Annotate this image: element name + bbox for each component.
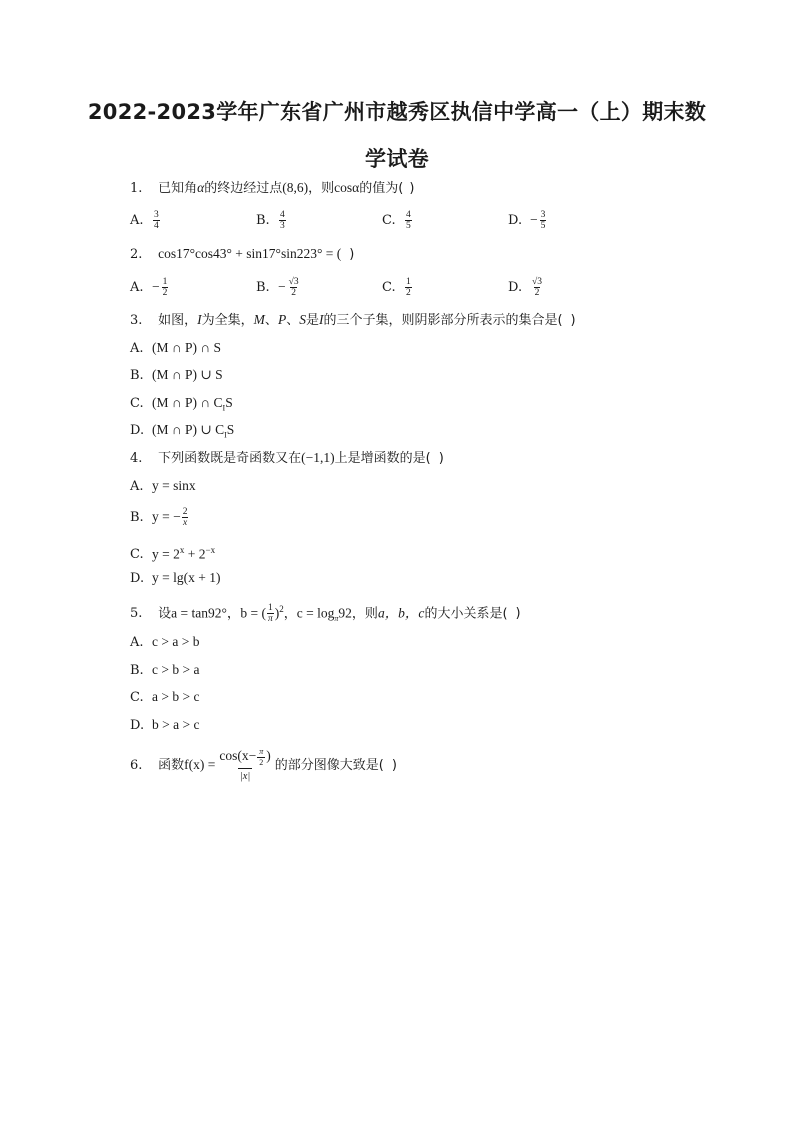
fraction	[182, 507, 189, 528]
denominator: 2	[259, 758, 264, 767]
option-b[interactable]	[256, 210, 287, 231]
option-text: y = sinx	[152, 478, 196, 493]
option-text: S	[225, 395, 233, 410]
separator: ，	[283, 606, 297, 622]
a-definition: a = tan92°，	[171, 605, 241, 621]
complement-subscript: I	[222, 403, 226, 413]
question-text: 已知角	[158, 181, 198, 196]
fraction	[279, 210, 286, 231]
option-label: A.	[130, 213, 144, 228]
option-label: B.	[130, 663, 144, 678]
denominator: 2	[406, 288, 411, 298]
option-label: C.	[382, 213, 396, 228]
question-2	[130, 244, 354, 265]
fraction	[162, 277, 169, 298]
option-c[interactable]	[130, 687, 199, 708]
option-label: D.	[508, 280, 523, 295]
complement-subscript: I	[224, 430, 227, 440]
question-text: 如图，	[158, 313, 198, 328]
numerator: √3	[288, 277, 299, 287]
log-base: π	[334, 613, 339, 623]
denominator: 4	[154, 221, 159, 231]
cos-expression: )	[266, 747, 271, 763]
option-text: + 2	[184, 546, 206, 562]
option-c[interactable]	[382, 277, 413, 298]
cos-expression: cosα	[334, 180, 360, 195]
answer-blank-close: )	[515, 606, 521, 622]
option-text: (M ∩ P) ∪ S	[152, 367, 223, 382]
option-a[interactable]	[130, 277, 169, 298]
option-text: y = 2	[152, 546, 180, 562]
option-label: D.	[508, 213, 523, 228]
question-number: 4.	[130, 451, 143, 466]
trig-expression: cos17°cos43° + sin17°sin223° = (	[158, 246, 342, 261]
interval: (−1,1)	[301, 450, 335, 465]
option-d[interactable]	[130, 568, 220, 589]
answer-blank-close: )	[438, 451, 444, 466]
exponent: x	[179, 545, 185, 555]
question-3	[130, 310, 576, 331]
option-label: D.	[130, 718, 145, 733]
answer-blank-close: )	[409, 181, 415, 196]
option-c[interactable]	[130, 393, 233, 419]
numerator: 4	[280, 210, 285, 220]
option-a[interactable]	[130, 632, 199, 653]
option-b[interactable]	[130, 507, 189, 528]
separator: 、	[264, 313, 278, 328]
option-label: D.	[130, 423, 145, 438]
option-label: A.	[130, 479, 144, 494]
denominator: 2	[291, 288, 296, 298]
question-text: 的终边经过点	[204, 181, 283, 196]
question-text: 的大小关系是(	[424, 606, 508, 622]
numerator	[217, 748, 272, 768]
option-label: A.	[130, 280, 144, 295]
question-number: 3.	[130, 313, 143, 328]
answer-blank-close: )	[349, 247, 355, 262]
question-1	[130, 178, 414, 199]
exam-title-line-1: 2022-2023学年广东省广州市越秀区执信中学高一（上）期末数	[87, 100, 707, 124]
c-definition: 92	[338, 605, 352, 621]
fraction	[153, 210, 160, 231]
question-text: 函数	[158, 758, 185, 773]
option-a[interactable]	[130, 476, 196, 497]
exponent: −x	[205, 545, 216, 555]
numerator: 2	[182, 507, 188, 517]
minus-sign: −	[278, 279, 286, 294]
variables: a，b，c	[377, 605, 425, 621]
option-b[interactable]	[256, 277, 301, 298]
question-6	[130, 746, 397, 785]
exponent: 2	[279, 604, 284, 614]
option-label: C.	[130, 690, 144, 705]
option-text: b > a > c	[152, 717, 200, 732]
denominator: 2	[162, 288, 168, 298]
b-definition: b = (	[240, 605, 267, 621]
question-number: 5.	[130, 606, 143, 622]
fraction	[288, 277, 300, 298]
option-b[interactable]	[130, 365, 223, 386]
question-text: ，则	[308, 181, 335, 196]
option-label: A.	[130, 635, 144, 650]
question-text: ，则	[351, 606, 378, 622]
numerator: 4	[406, 210, 411, 220]
option-text: y = −	[152, 509, 181, 524]
cos-expression: cos(x−	[219, 747, 257, 763]
function-definition: f(x) =	[184, 757, 216, 772]
question-text: 上是增函数的是(	[334, 451, 431, 466]
point-coordinates: (8,6)	[282, 180, 309, 195]
c-definition: c = log	[296, 605, 335, 621]
denominator: 5	[406, 221, 411, 231]
option-label: B.	[130, 368, 144, 383]
option-c[interactable]	[382, 210, 413, 231]
option-label: C.	[130, 547, 144, 563]
option-label: C.	[130, 396, 144, 411]
question-text: 设	[158, 606, 172, 622]
question-text: 的部分图像大致是(	[274, 758, 384, 773]
option-text: c > a > b	[152, 634, 200, 649]
question-text: 的值为(	[359, 181, 404, 196]
question-text: 为全集，	[201, 313, 254, 328]
question-number: 6.	[130, 758, 143, 773]
question-text: 是	[305, 313, 319, 328]
numerator: 1	[268, 603, 273, 614]
function-fraction	[217, 748, 272, 783]
option-text: (M ∩ P) ∩ S	[152, 340, 222, 355]
fraction	[540, 210, 547, 231]
numerator: 1	[406, 277, 411, 287]
b-definition: )	[274, 605, 280, 621]
numerator: 3	[540, 210, 546, 220]
option-text: S	[226, 422, 235, 437]
separator: 、	[286, 313, 300, 328]
fraction	[405, 277, 412, 298]
set-P: P	[277, 312, 287, 327]
set-M: M	[253, 312, 265, 327]
question-text: 下列函数既是奇函数又在	[158, 451, 302, 466]
denominator: |x|	[238, 768, 252, 783]
option-text: c > b > a	[152, 662, 200, 677]
option-label: C.	[382, 280, 396, 295]
option-d[interactable]	[130, 715, 199, 736]
denominator: 3	[280, 221, 285, 231]
set-S: S	[299, 312, 306, 327]
option-text: (M ∩ P) ∩ C	[152, 395, 223, 410]
question-number: 1.	[130, 181, 143, 196]
numerator: π	[259, 747, 264, 756]
numerator: 1	[162, 277, 168, 287]
question-number: 2.	[130, 247, 143, 262]
angle-symbol: α	[197, 180, 205, 195]
set-I: I	[318, 312, 324, 327]
denominator: x	[183, 518, 188, 528]
exam-title-line-2: 学试卷	[365, 147, 429, 171]
option-label: A.	[130, 341, 144, 356]
set-I: I	[197, 312, 202, 327]
option-text: y = lg(x + 1)	[152, 570, 221, 585]
option-a[interactable]	[130, 210, 161, 231]
fraction	[257, 748, 265, 767]
option-label: B.	[256, 213, 270, 228]
denominator: 5	[540, 221, 546, 231]
question-5	[130, 599, 521, 629]
option-d[interactable]	[508, 277, 544, 298]
numerator: 3	[154, 210, 159, 220]
question-4	[130, 448, 444, 469]
numerator: √3	[532, 277, 542, 287]
option-text: (M ∩ P) ∪ C	[152, 422, 225, 437]
fraction	[531, 277, 543, 298]
option-label: D.	[130, 571, 145, 586]
option-d[interactable]	[130, 420, 234, 446]
option-a[interactable]	[130, 338, 221, 359]
question-text: 的三个子集，则阴影部分所表示的集合是(	[323, 313, 563, 328]
option-c[interactable]	[130, 540, 215, 565]
answer-blank-close: )	[570, 313, 576, 328]
denominator: 2	[534, 288, 540, 298]
option-label: B.	[256, 280, 270, 295]
option-d[interactable]	[508, 210, 547, 231]
option-label: B.	[130, 510, 144, 525]
fraction	[267, 603, 274, 624]
answer-blank-close: )	[391, 758, 397, 773]
option-text: a > b > c	[152, 689, 200, 704]
fraction	[405, 210, 412, 231]
minus-sign: −	[152, 279, 160, 294]
option-b[interactable]	[130, 660, 199, 681]
denominator: π	[268, 614, 273, 625]
minus-sign: −	[530, 212, 538, 227]
